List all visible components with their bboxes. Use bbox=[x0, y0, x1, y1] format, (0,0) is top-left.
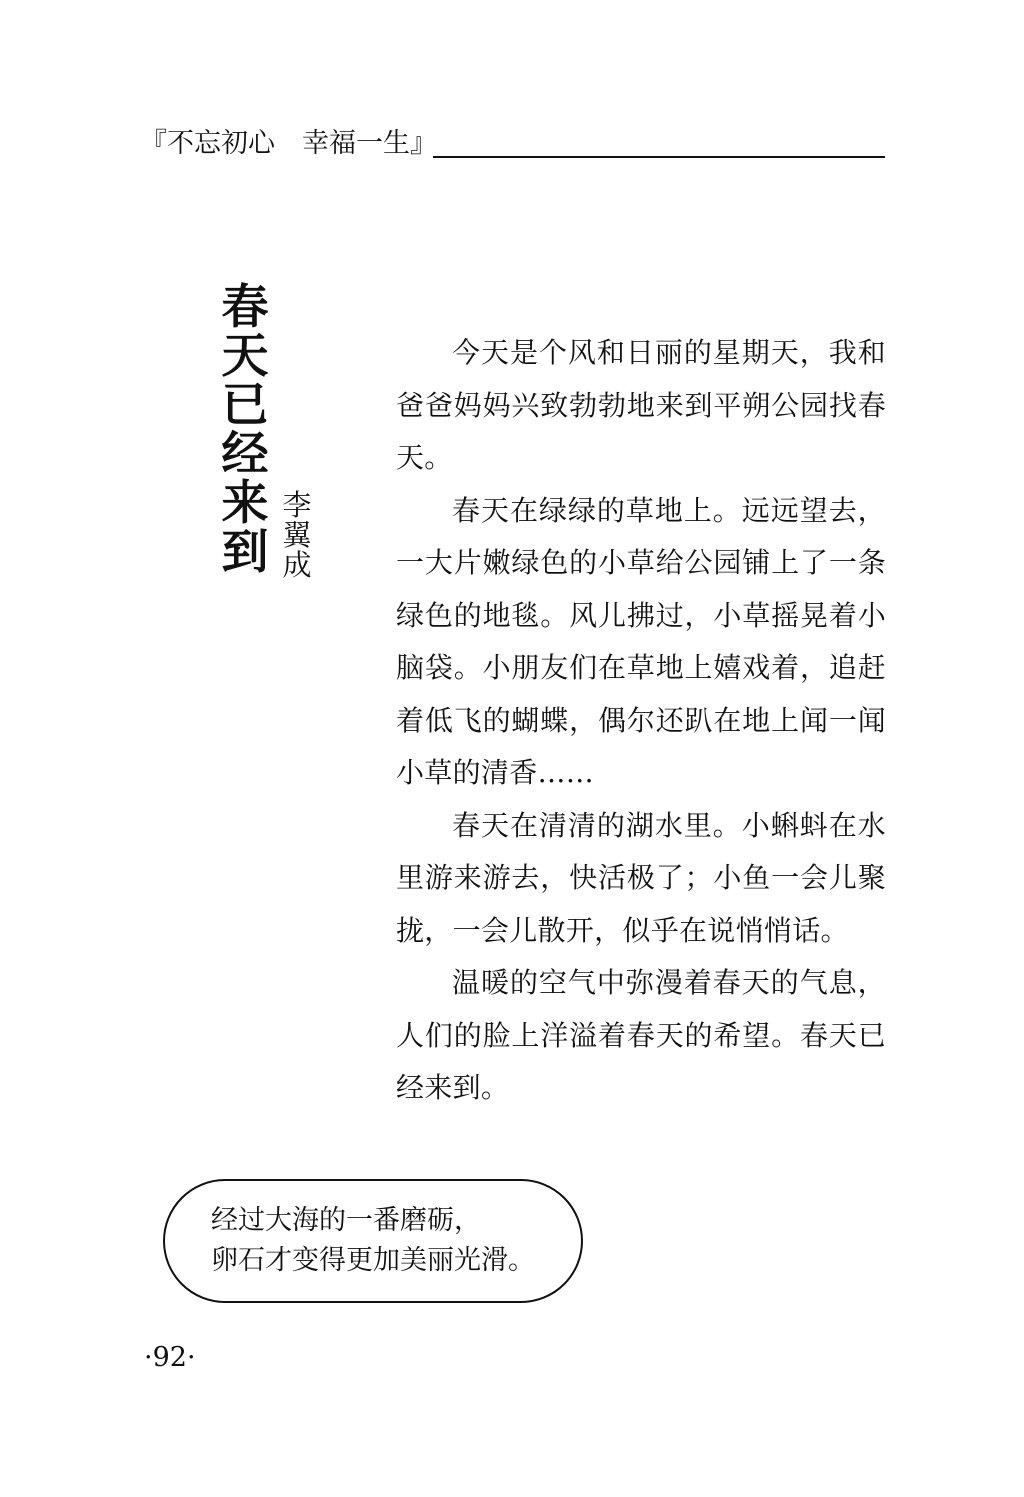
article-title bbox=[218, 280, 272, 580]
title-char: 已 bbox=[221, 378, 269, 433]
header-rule bbox=[433, 156, 885, 158]
author-char: 翼 bbox=[282, 518, 312, 552]
page-number: ·92· bbox=[144, 1342, 196, 1373]
callout-text bbox=[211, 1201, 535, 1281]
header-title: 『不忘初心 幸福一生』 bbox=[140, 128, 437, 159]
title-char: 春 bbox=[221, 280, 269, 335]
author-char: 成 bbox=[282, 548, 312, 582]
title-char: 来 bbox=[221, 476, 269, 531]
paragraph: 今天是个风和日丽的星期天，我和爸爸妈妈兴致勃勃地来到平朔公园找春天。 bbox=[396, 336, 886, 474]
paragraph: 春天在绿绿的草地上。远远望去，一大片嫩绿色的小草给公园铺上了一条绿色的地毯。风儿拂过，小草摇晃着小脑袋。小朋友们在草地上嬉戏着，追赶着低飞的蝴蝶，偶尔还趴在地上闻一闻小草的清香…… bbox=[396, 493, 886, 789]
title-char: 天 bbox=[221, 329, 269, 384]
author-char: 李 bbox=[282, 488, 312, 522]
callout-line: 经过大海的一番磨砺， bbox=[211, 1205, 481, 1236]
paragraph: 春天在清清的湖水里。小蝌蚪在水里游来游去，快活极了；小鱼一会儿聚拢，一会儿散开，似乎在说悄悄话。 bbox=[396, 808, 886, 947]
callout-line: 卵石才变得更加美丽光滑。 bbox=[211, 1245, 535, 1276]
quote-callout bbox=[163, 1179, 583, 1303]
running-header bbox=[140, 128, 885, 164]
article-body bbox=[396, 327, 886, 1115]
title-char: 经 bbox=[221, 427, 269, 482]
paragraph: 温暖的空气中弥漫着春天的气息，人们的脸上洋溢着春天的希望。春天已经来到。 bbox=[396, 966, 886, 1104]
title-char: 到 bbox=[221, 525, 269, 580]
article-author bbox=[278, 490, 316, 580]
